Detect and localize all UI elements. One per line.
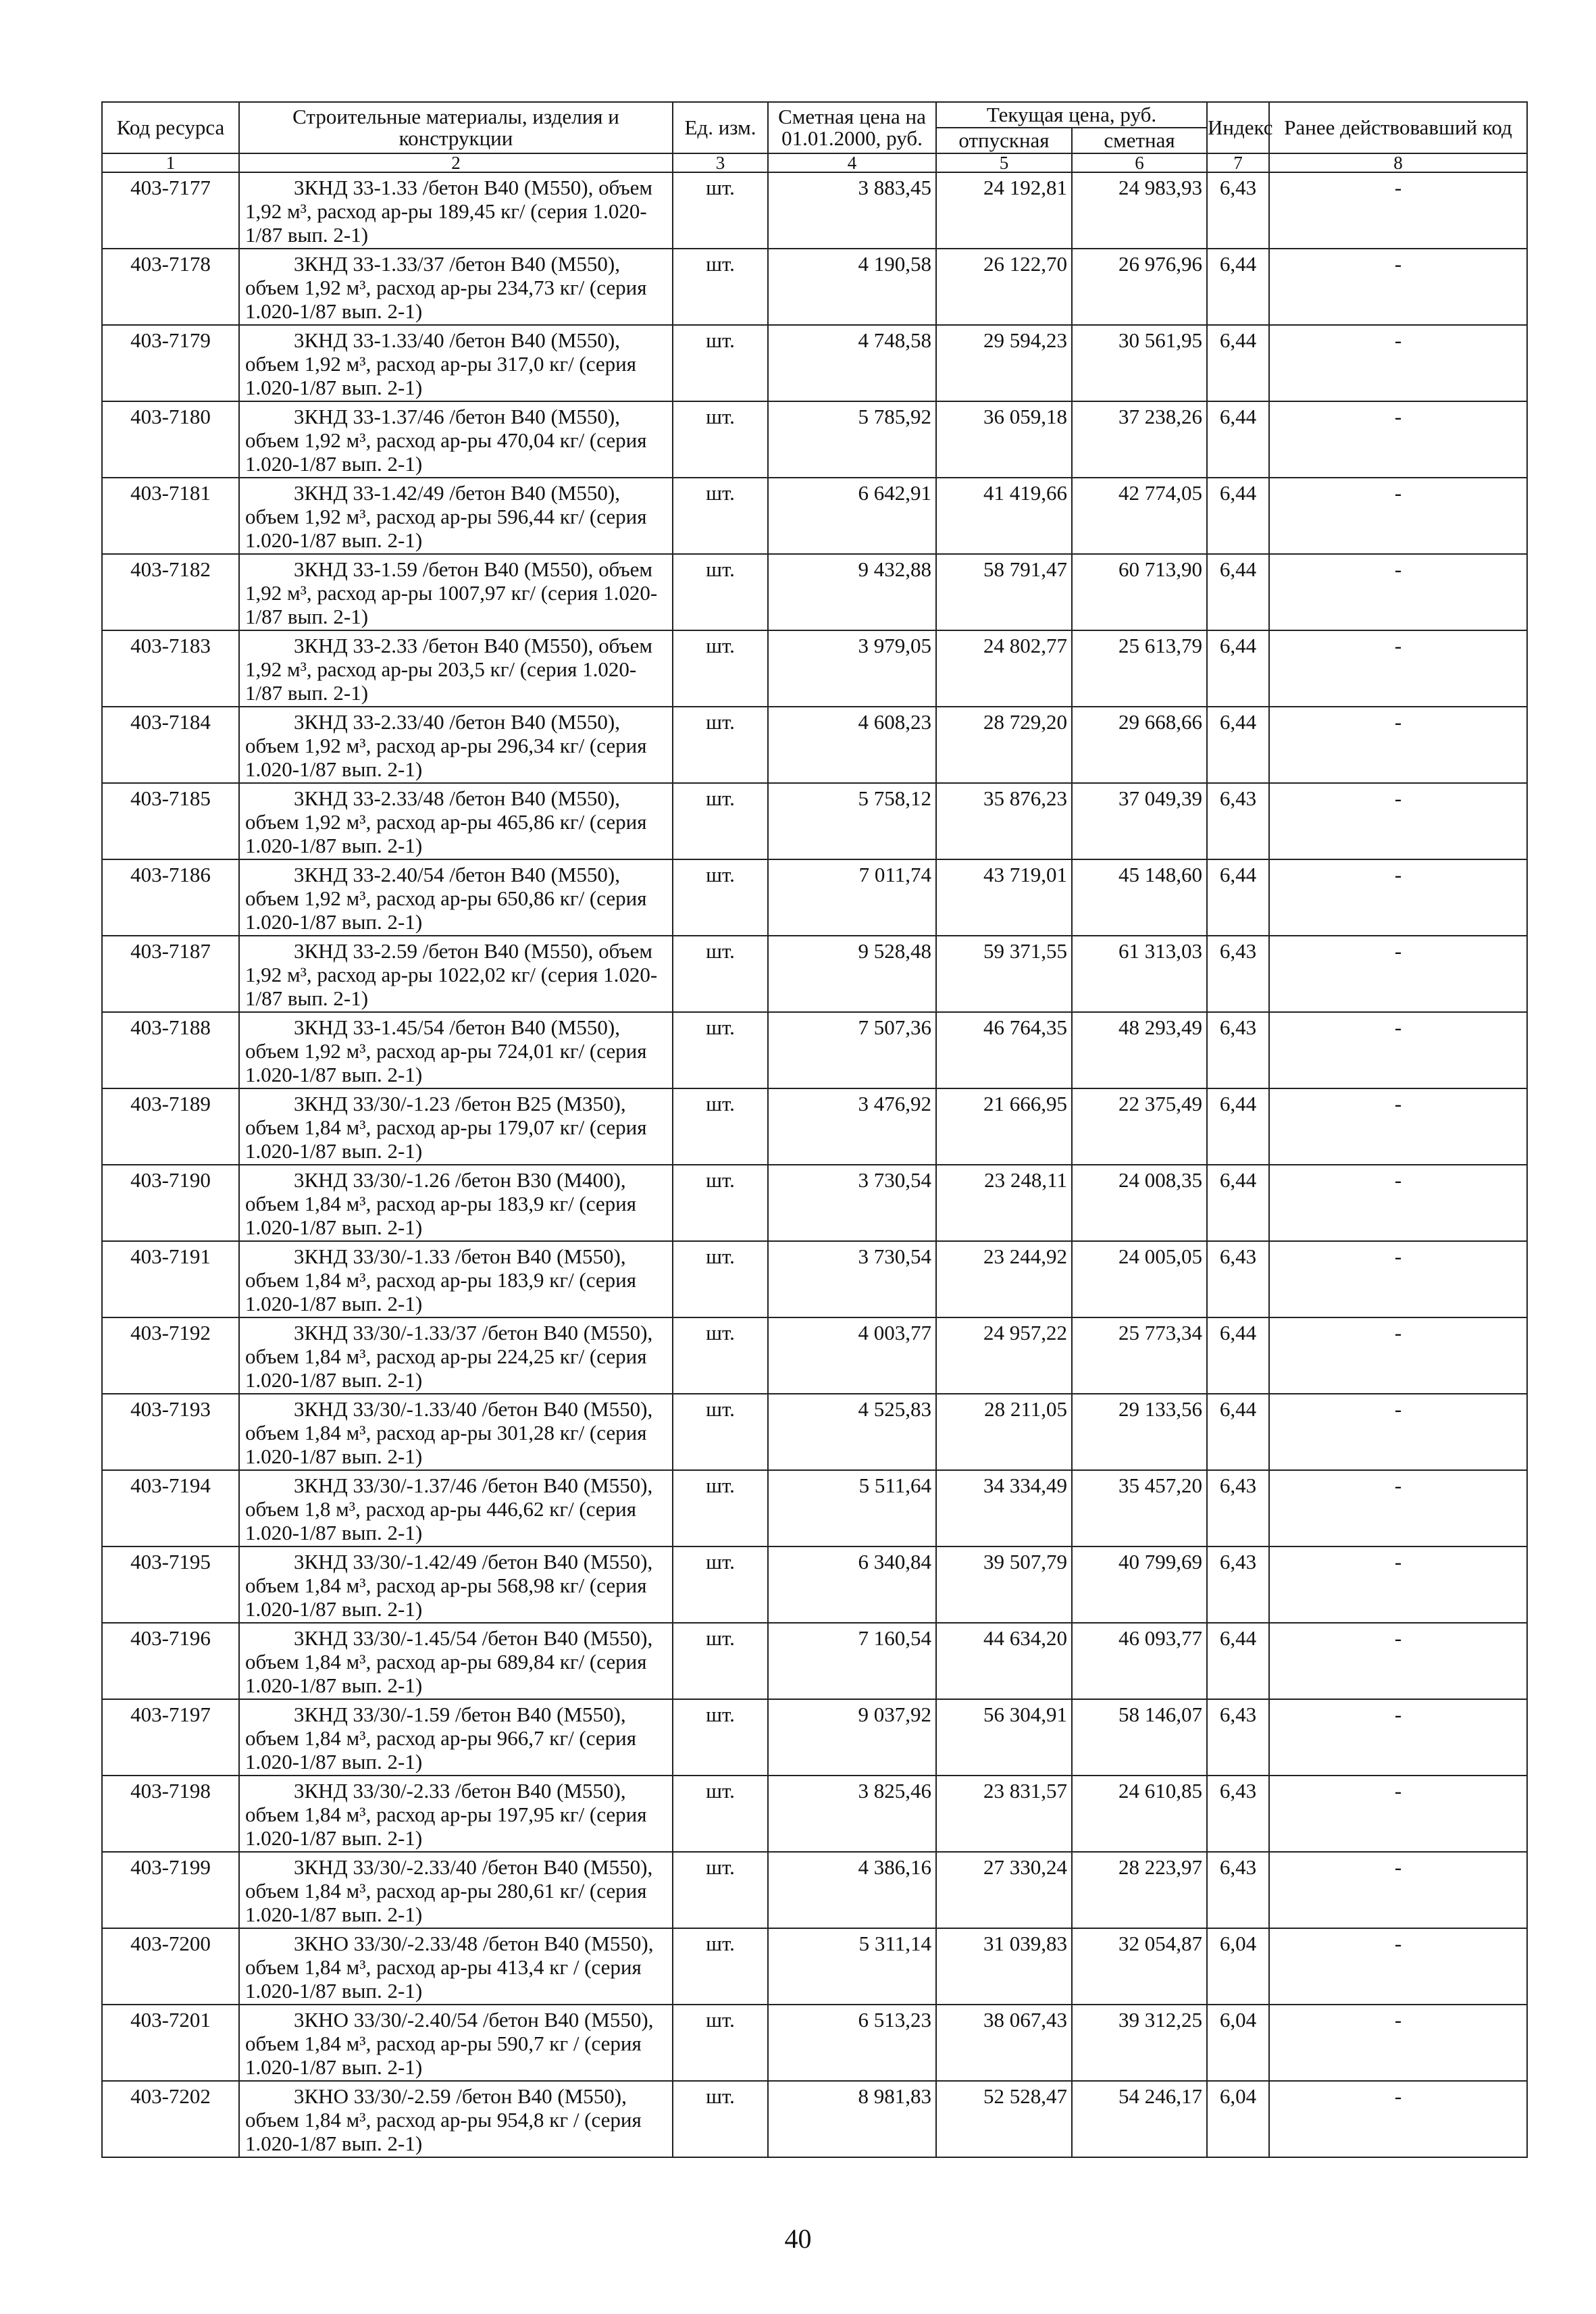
resource-code: 403-7185	[102, 783, 239, 859]
table-row	[102, 2081, 1527, 2157]
estimate-price: 26 976,96	[1072, 249, 1207, 325]
base-price: 4 608,23	[768, 707, 936, 783]
price-index: 6,44	[1207, 707, 1269, 783]
unit: шт.	[673, 1317, 768, 1394]
release-price: 44 634,20	[936, 1623, 1072, 1699]
price-index: 6,44	[1207, 1317, 1269, 1394]
previous-code: -	[1269, 1012, 1527, 1088]
description-text: 3КНД 33/30/-2.33/40 /бетон В40 (М550), объем 1,84 м³, расход ар-ры 280,61 кг/ (серия 1.020-1/87 вып. 2-1)	[245, 1855, 653, 1926]
table-row	[102, 1394, 1527, 1470]
release-price: 58 791,47	[936, 554, 1072, 630]
material-description	[239, 1776, 673, 1852]
release-price: 28 729,20	[936, 707, 1072, 783]
table-row	[102, 2005, 1527, 2081]
release-price: 36 059,18	[936, 401, 1072, 478]
release-price: 35 876,23	[936, 783, 1072, 859]
table-row	[102, 1317, 1527, 1394]
table-row	[102, 1699, 1527, 1776]
description-text: 3КНД 33/30/-1.33/37 /бетон В40 (М550), объем 1,84 м³, расход ар-ры 224,25 кг/ (серия 1.020-1/87 вып. 2-1)	[245, 1321, 653, 1392]
estimate-price: 24 008,35	[1072, 1165, 1207, 1241]
description-text: 3КНД 33-2.59 /бетон В40 (М550), объем 1,92 м³, расход ар-ры 1022,02 кг/ (серия 1.020-1/87 вып. 2-1)	[245, 939, 658, 1010]
material-description	[239, 707, 673, 783]
release-price: 39 507,79	[936, 1546, 1072, 1623]
unit: шт.	[673, 401, 768, 478]
resource-code: 403-7182	[102, 554, 239, 630]
previous-code: -	[1269, 1546, 1527, 1623]
release-price: 31 039,83	[936, 1928, 1072, 2005]
previous-code: -	[1269, 630, 1527, 707]
table-row	[102, 630, 1527, 707]
unit: шт.	[673, 325, 768, 401]
estimate-price: 24 005,05	[1072, 1241, 1207, 1317]
base-price: 3 476,92	[768, 1088, 936, 1165]
resource-code: 403-7188	[102, 1012, 239, 1088]
base-price: 9 528,48	[768, 936, 936, 1012]
resource-code: 403-7198	[102, 1776, 239, 1852]
estimate-price: 28 223,97	[1072, 1852, 1207, 1928]
header-materials: Строительные материалы, изделия и конструкции	[239, 102, 673, 153]
column-number: 7	[1207, 153, 1269, 172]
table-row	[102, 1012, 1527, 1088]
price-index: 6,43	[1207, 1776, 1269, 1852]
base-price: 4 190,58	[768, 249, 936, 325]
description-text: 3КНД 33/30/-1.59 /бетон В40 (М550), объем 1,84 м³, расход ар-ры 966,7 кг/ (серия 1.020-1/87 вып. 2-1)	[245, 1703, 636, 1774]
resource-code: 403-7197	[102, 1699, 239, 1776]
material-description	[239, 1699, 673, 1776]
unit: шт.	[673, 2081, 768, 2157]
previous-code: -	[1269, 172, 1527, 249]
table-row	[102, 1776, 1527, 1852]
base-price: 7 011,74	[768, 859, 936, 936]
table-row	[102, 1165, 1527, 1241]
unit: шт.	[673, 707, 768, 783]
description-text: 3КНД 33-2.33 /бетон В40 (М550), объем 1,92 м³, расход ар-ры 203,5 кг/ (серия 1.020-1/87 вып. 2-1)	[245, 634, 653, 705]
resource-code: 403-7196	[102, 1623, 239, 1699]
estimate-price: 32 054,87	[1072, 1928, 1207, 2005]
description-text: 3КНД 33/30/-1.45/54 /бетон В40 (М550), объем 1,84 м³, расход ар-ры 689,84 кг/ (серия 1.020-1/87 вып. 2-1)	[245, 1626, 653, 1697]
previous-code: -	[1269, 783, 1527, 859]
previous-code: -	[1269, 1928, 1527, 2005]
estimate-price: 48 293,49	[1072, 1012, 1207, 1088]
table-row	[102, 1470, 1527, 1546]
description-text: 3КНД 33-2.33/48 /бетон В40 (М550), объем 1,92 м³, расход ар-ры 465,86 кг/ (серия 1.020-1/87 вып. 2-1)	[245, 786, 647, 857]
previous-code: -	[1269, 1470, 1527, 1546]
estimate-price: 60 713,90	[1072, 554, 1207, 630]
release-price: 24 802,77	[936, 630, 1072, 707]
previous-code: -	[1269, 1241, 1527, 1317]
price-index: 6,43	[1207, 1241, 1269, 1317]
unit: шт.	[673, 1470, 768, 1546]
material-description	[239, 1470, 673, 1546]
resource-code: 403-7180	[102, 401, 239, 478]
resource-code: 403-7200	[102, 1928, 239, 2005]
price-index: 6,43	[1207, 1699, 1269, 1776]
material-description	[239, 630, 673, 707]
resource-code: 403-7184	[102, 707, 239, 783]
resource-code: 403-7179	[102, 325, 239, 401]
material-description	[239, 1317, 673, 1394]
column-number: 6	[1072, 153, 1207, 172]
column-number: 3	[673, 153, 768, 172]
unit: шт.	[673, 1623, 768, 1699]
header-code: Код ресурса	[102, 102, 239, 153]
unit: шт.	[673, 1394, 768, 1470]
price-index: 6,44	[1207, 401, 1269, 478]
material-description	[239, 1241, 673, 1317]
previous-code: -	[1269, 401, 1527, 478]
resource-code: 403-7186	[102, 859, 239, 936]
previous-code: -	[1269, 1776, 1527, 1852]
estimate-price: 24 610,85	[1072, 1776, 1207, 1852]
resource-code: 403-7199	[102, 1852, 239, 1928]
previous-code: -	[1269, 249, 1527, 325]
table-row	[102, 1546, 1527, 1623]
unit: шт.	[673, 1241, 768, 1317]
price-index: 6,43	[1207, 1470, 1269, 1546]
previous-code: -	[1269, 859, 1527, 936]
estimate-price: 29 133,56	[1072, 1394, 1207, 1470]
release-price: 34 334,49	[936, 1470, 1072, 1546]
description-text: 3КНО 33/30/-2.33/48 /бетон В40 (М550), объем 1,84 м³, расход ар-ры 413,4 кг / (серия 1.020-1/87 вып. 2-1)	[245, 1932, 654, 2003]
price-index: 6,44	[1207, 249, 1269, 325]
unit: шт.	[673, 1852, 768, 1928]
price-index: 6,43	[1207, 1546, 1269, 1623]
estimate-price: 46 093,77	[1072, 1623, 1207, 1699]
description-text: 3КНД 33/30/-1.33/40 /бетон В40 (М550), объем 1,84 м³, расход ар-ры 301,28 кг/ (серия 1.020-1/87 вып. 2-1)	[245, 1397, 653, 1468]
material-description	[239, 1394, 673, 1470]
material-description	[239, 1165, 673, 1241]
price-index: 6,44	[1207, 1623, 1269, 1699]
unit: шт.	[673, 478, 768, 554]
table-row	[102, 401, 1527, 478]
material-description	[239, 401, 673, 478]
unit: шт.	[673, 1546, 768, 1623]
base-price: 4 386,16	[768, 1852, 936, 1928]
column-number: 4	[768, 153, 936, 172]
resource-code: 403-7181	[102, 478, 239, 554]
release-price: 24 192,81	[936, 172, 1072, 249]
estimate-price: 61 313,03	[1072, 936, 1207, 1012]
estimate-price: 42 774,05	[1072, 478, 1207, 554]
unit: шт.	[673, 1012, 768, 1088]
price-index: 6,44	[1207, 554, 1269, 630]
resource-code: 403-7191	[102, 1241, 239, 1317]
release-price: 23 248,11	[936, 1165, 1072, 1241]
material-description	[239, 2081, 673, 2157]
base-price: 6 642,91	[768, 478, 936, 554]
material-description	[239, 859, 673, 936]
estimate-price: 45 148,60	[1072, 859, 1207, 936]
description-text: 3КНД 33/30/-1.37/46 /бетон В40 (М550), объем 1,8 м³, расход ар-ры 446,62 кг/ (серия 1.020-1/87 вып. 2-1)	[245, 1474, 653, 1544]
price-index: 6,43	[1207, 172, 1269, 249]
base-price: 4 525,83	[768, 1394, 936, 1470]
material-description	[239, 1012, 673, 1088]
table-row	[102, 172, 1527, 249]
release-price: 21 666,95	[936, 1088, 1072, 1165]
price-table	[101, 101, 1528, 2158]
unit: шт.	[673, 936, 768, 1012]
material-description	[239, 1928, 673, 2005]
release-price: 29 594,23	[936, 325, 1072, 401]
header-estimate-price: сметная	[1072, 128, 1207, 153]
previous-code: -	[1269, 1317, 1527, 1394]
material-description	[239, 1088, 673, 1165]
resource-code: 403-7183	[102, 630, 239, 707]
description-text: 3КНД 33/30/-1.23 /бетон В25 (М350), объем 1,84 м³, расход ар-ры 179,07 кг/ (серия 1.020-1/87 вып. 2-1)	[245, 1092, 647, 1163]
estimate-price: 54 246,17	[1072, 2081, 1207, 2157]
unit: шт.	[673, 1165, 768, 1241]
price-index: 6,43	[1207, 1012, 1269, 1088]
unit: шт.	[673, 859, 768, 936]
description-text: 3КНД 33-1.33/37 /бетон В40 (М550), объем 1,92 м³, расход ар-ры 234,73 кг/ (серия 1.020-1/87 вып. 2-1)	[245, 252, 647, 323]
resource-code: 403-7190	[102, 1165, 239, 1241]
base-price: 5 311,14	[768, 1928, 936, 2005]
description-text: 3КНД 33-1.33/40 /бетон В40 (М550), объем 1,92 м³, расход ар-ры 317,0 кг/ (серия 1.020-1/87 вып. 2-1)	[245, 328, 636, 399]
material-description	[239, 325, 673, 401]
estimate-price: 25 613,79	[1072, 630, 1207, 707]
base-price: 7 160,54	[768, 1623, 936, 1699]
release-price: 38 067,43	[936, 2005, 1072, 2081]
price-index: 6,44	[1207, 1394, 1269, 1470]
estimate-price: 30 561,95	[1072, 325, 1207, 401]
price-index: 6,43	[1207, 936, 1269, 1012]
header-prev-code: Ранее действовавший код	[1269, 102, 1527, 153]
base-price: 9 037,92	[768, 1699, 936, 1776]
price-index: 6,44	[1207, 630, 1269, 707]
resource-code: 403-7193	[102, 1394, 239, 1470]
unit: шт.	[673, 554, 768, 630]
base-price: 4 748,58	[768, 325, 936, 401]
base-price: 8 981,83	[768, 2081, 936, 2157]
material-description	[239, 1546, 673, 1623]
previous-code: -	[1269, 1852, 1527, 1928]
resource-code: 403-7201	[102, 2005, 239, 2081]
unit: шт.	[673, 1776, 768, 1852]
resource-code: 403-7178	[102, 249, 239, 325]
table-row	[102, 1088, 1527, 1165]
estimate-price: 29 668,66	[1072, 707, 1207, 783]
base-price: 6 340,84	[768, 1546, 936, 1623]
material-description	[239, 2005, 673, 2081]
material-description	[239, 554, 673, 630]
previous-code: -	[1269, 1088, 1527, 1165]
resource-code: 403-7189	[102, 1088, 239, 1165]
release-price: 26 122,70	[936, 249, 1072, 325]
header-release-price: отпускная	[936, 128, 1072, 153]
release-price: 23 244,92	[936, 1241, 1072, 1317]
description-text: 3КНД 33-2.33/40 /бетон В40 (М550), объем 1,92 м³, расход ар-ры 296,34 кг/ (серия 1.020-1/87 вып. 2-1)	[245, 710, 647, 781]
price-index: 6,04	[1207, 1928, 1269, 2005]
release-price: 59 371,55	[936, 936, 1072, 1012]
previous-code: -	[1269, 2081, 1527, 2157]
previous-code: -	[1269, 2005, 1527, 2081]
price-index: 6,43	[1207, 783, 1269, 859]
unit: шт.	[673, 630, 768, 707]
table-row	[102, 936, 1527, 1012]
price-index: 6,04	[1207, 2081, 1269, 2157]
header-index: Индекс	[1207, 102, 1269, 153]
previous-code: -	[1269, 1623, 1527, 1699]
previous-code: -	[1269, 1699, 1527, 1776]
page-number: 40	[784, 2223, 812, 2254]
base-price: 4 003,77	[768, 1317, 936, 1394]
unit: шт.	[673, 783, 768, 859]
table-row	[102, 1852, 1527, 1928]
unit: шт.	[673, 2005, 768, 2081]
previous-code: -	[1269, 478, 1527, 554]
release-price: 41 419,66	[936, 478, 1072, 554]
table-row	[102, 249, 1527, 325]
unit: шт.	[673, 172, 768, 249]
description-text: 3КНД 33-1.33 /бетон В40 (М550), объем 1,92 м³, расход ар-ры 189,45 кг/ (серия 1.020-1/87 вып. 2-1)	[245, 176, 653, 247]
material-description	[239, 249, 673, 325]
base-price: 5 511,64	[768, 1470, 936, 1546]
previous-code: -	[1269, 1165, 1527, 1241]
material-description	[239, 1852, 673, 1928]
release-price: 28 211,05	[936, 1394, 1072, 1470]
price-index: 6,44	[1207, 325, 1269, 401]
description-text: 3КНД 33-1.37/46 /бетон В40 (М550), объем 1,92 м³, расход ар-ры 470,04 кг/ (серия 1.020-1/87 вып. 2-1)	[245, 405, 647, 476]
estimate-price: 22 375,49	[1072, 1088, 1207, 1165]
price-index: 6,44	[1207, 859, 1269, 936]
description-text: 3КНД 33/30/-1.26 /бетон В30 (М400), объем 1,84 м³, расход ар-ры 183,9 кг/ (серия 1.020-1/87 вып. 2-1)	[245, 1168, 636, 1239]
base-price: 7 507,36	[768, 1012, 936, 1088]
previous-code: -	[1269, 707, 1527, 783]
resource-code: 403-7192	[102, 1317, 239, 1394]
previous-code: -	[1269, 325, 1527, 401]
resource-code: 403-7177	[102, 172, 239, 249]
description-text: 3КНД 33-1.42/49 /бетон В40 (М550), объем 1,92 м³, расход ар-ры 596,44 кг/ (серия 1.020-1/87 вып. 2-1)	[245, 481, 647, 552]
header-current-price: Текущая цена, руб.	[936, 102, 1207, 128]
base-price: 6 513,23	[768, 2005, 936, 2081]
previous-code: -	[1269, 936, 1527, 1012]
base-price: 3 979,05	[768, 630, 936, 707]
estimate-price: 25 773,34	[1072, 1317, 1207, 1394]
table-row	[102, 783, 1527, 859]
resource-code: 403-7194	[102, 1470, 239, 1546]
column-number: 8	[1269, 153, 1527, 172]
material-description	[239, 1623, 673, 1699]
estimate-price: 37 238,26	[1072, 401, 1207, 478]
price-index: 6,43	[1207, 1852, 1269, 1928]
estimate-price: 37 049,39	[1072, 783, 1207, 859]
description-text: 3КНД 33/30/-1.42/49 /бетон В40 (М550), объем 1,84 м³, расход ар-ры 568,98 кг/ (серия 1.020-1/87 вып. 2-1)	[245, 1550, 653, 1621]
table-row	[102, 859, 1527, 936]
resource-code: 403-7202	[102, 2081, 239, 2157]
previous-code: -	[1269, 554, 1527, 630]
resource-code: 403-7187	[102, 936, 239, 1012]
base-price: 5 758,12	[768, 783, 936, 859]
table-row	[102, 478, 1527, 554]
table-row	[102, 554, 1527, 630]
release-price: 46 764,35	[936, 1012, 1072, 1088]
estimate-price: 35 457,20	[1072, 1470, 1207, 1546]
base-price: 3 730,54	[768, 1241, 936, 1317]
table-row	[102, 707, 1527, 783]
table-row	[102, 1241, 1527, 1317]
description-text: 3КНД 33/30/-1.33 /бетон В40 (М550), объем 1,84 м³, расход ар-ры 183,9 кг/ (серия 1.020-1/87 вып. 2-1)	[245, 1244, 636, 1315]
column-number: 1	[102, 153, 239, 172]
material-description	[239, 172, 673, 249]
base-price: 3 825,46	[768, 1776, 936, 1852]
price-index: 6,44	[1207, 1088, 1269, 1165]
unit: шт.	[673, 1928, 768, 2005]
release-price: 27 330,24	[936, 1852, 1072, 1928]
base-price: 5 785,92	[768, 401, 936, 478]
estimate-price: 24 983,93	[1072, 172, 1207, 249]
resource-code: 403-7195	[102, 1546, 239, 1623]
price-index: 6,44	[1207, 1165, 1269, 1241]
column-number-row	[102, 153, 1527, 172]
table-row	[102, 1928, 1527, 2005]
column-number: 5	[936, 153, 1072, 172]
header-base-price: Сметная цена на 01.01.2000, руб.	[768, 102, 936, 153]
header-unit: Ед. изм.	[673, 102, 768, 153]
description-text: 3КНО 33/30/-2.40/54 /бетон В40 (М550), объем 1,84 м³, расход ар-ры 590,7 кг / (серия 1.020-1/87 вып. 2-1)	[245, 2008, 654, 2079]
estimate-price: 40 799,69	[1072, 1546, 1207, 1623]
release-price: 24 957,22	[936, 1317, 1072, 1394]
unit: шт.	[673, 1699, 768, 1776]
release-price: 52 528,47	[936, 2081, 1072, 2157]
description-text: 3КНД 33-2.40/54 /бетон В40 (М550), объем 1,92 м³, расход ар-ры 650,86 кг/ (серия 1.020-1/87 вып. 2-1)	[245, 863, 647, 934]
unit: шт.	[673, 249, 768, 325]
base-price: 9 432,88	[768, 554, 936, 630]
description-text: 3КНД 33-1.59 /бетон В40 (М550), объем 1,92 м³, расход ар-ры 1007,97 кг/ (серия 1.020-1/87 вып. 2-1)	[245, 557, 658, 628]
estimate-price: 39 312,25	[1072, 2005, 1207, 2081]
material-description	[239, 478, 673, 554]
table-row	[102, 1623, 1527, 1699]
price-table-page	[101, 101, 1526, 2158]
base-price: 3 730,54	[768, 1165, 936, 1241]
estimate-price: 58 146,07	[1072, 1699, 1207, 1776]
table-row	[102, 325, 1527, 401]
table-body	[102, 172, 1527, 2157]
description-text: 3КНД 33/30/-2.33 /бетон В40 (М550), объем 1,84 м³, расход ар-ры 197,95 кг/ (серия 1.020-1/87 вып. 2-1)	[245, 1779, 647, 1850]
material-description	[239, 783, 673, 859]
unit: шт.	[673, 1088, 768, 1165]
description-text: 3КНД 33-1.45/54 /бетон В40 (М550), объем 1,92 м³, расход ар-ры 724,01 кг/ (серия 1.020-1/87 вып. 2-1)	[245, 1015, 647, 1086]
description-text: 3КНО 33/30/-2.59 /бетон В40 (М550), объем 1,84 м³, расход ар-ры 954,8 кг / (серия 1.020-1/87 вып. 2-1)	[245, 2084, 642, 2155]
material-description	[239, 936, 673, 1012]
previous-code: -	[1269, 1394, 1527, 1470]
release-price: 43 719,01	[936, 859, 1072, 936]
column-number: 2	[239, 153, 673, 172]
release-price: 23 831,57	[936, 1776, 1072, 1852]
price-index: 6,44	[1207, 478, 1269, 554]
release-price: 56 304,91	[936, 1699, 1072, 1776]
base-price: 3 883,45	[768, 172, 936, 249]
price-index: 6,04	[1207, 2005, 1269, 2081]
